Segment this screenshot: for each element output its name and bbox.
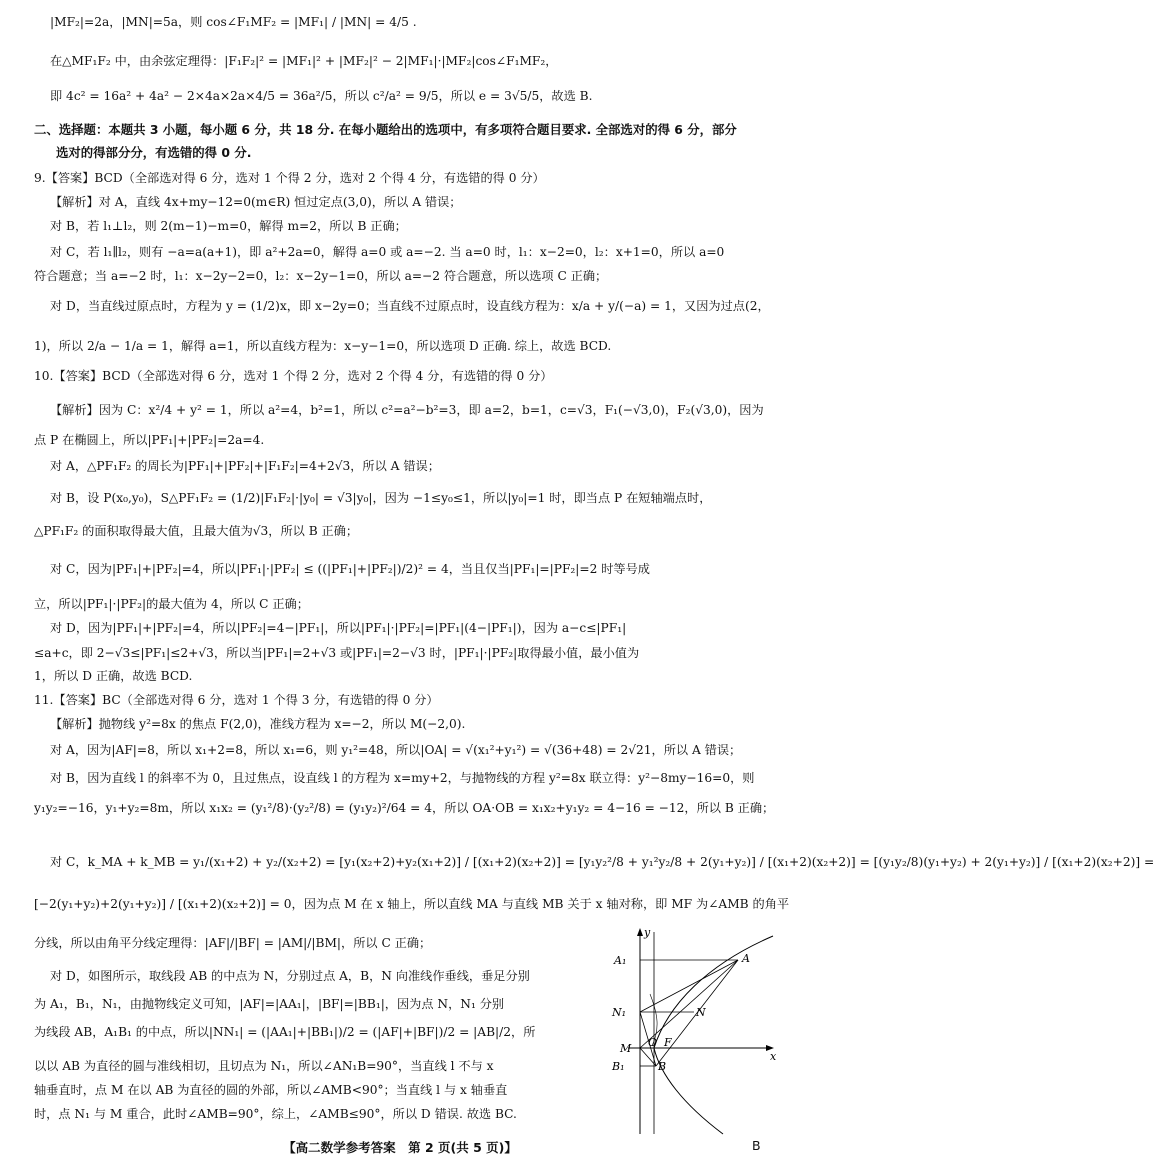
label-a1: A₁ [614, 954, 627, 967]
q11-analysis-c2: [−2(y₁+y₂)+2(y₁+y₂)] / [(x₁+2)(x₂+2)] = 0，因为点 M 在 x 轴上，所以直线 MA 与直线 MB 关于 x 轴对称，即 MF 为∠AMB 的角平 [34, 897, 790, 911]
q11-analysis-b: 对 B，因为直线 l 的斜率不为 0，且过焦点，设直线 l 的方程为 x=my+2，与抛物线的方程 y²=8x 联立得：y²−8my−16=0，则 [50, 771, 755, 785]
q9-analysis-c: 对 C，若 l₁∥l₂，则有 −a=a(a+1)，即 a²+2a=0，解得 a=0 或 a=−2. 当 a=0 时，l₁：x−2=0，l₂：x+1=0，所以 a=0 [50, 245, 725, 259]
q11-analysis-d4: 以以 AB 为直径的圆与准线相切，且切点为 N₁，所以∠AN₁B=90°，当直线 l 不与 x [34, 1059, 494, 1073]
q9-answer: 9.【答案】BCD（全部选对得 6 分，选对 1 个得 2 分，选对 2 个得 4 分，有选错的得 0 分） [34, 171, 545, 185]
label-n1: N₁ [612, 1006, 627, 1019]
label-y: y [644, 926, 651, 939]
label-b1: B₁ [612, 1060, 625, 1073]
q10-analysis-a: 对 A，△PF₁F₂ 的周长为|PF₁|+|PF₂|+|F₁F₂|=4+2√3，所以 A 错误； [50, 459, 440, 473]
q11-analysis-c3: 分线，所以由角平分线定理得：|AF|/|BF| = |AM|/|BM|，所以 C 正确； [34, 936, 432, 950]
label-m: M [620, 1042, 632, 1055]
q10-analysis-d: 对 D，因为|PF₁|+|PF₂|=4，所以|PF₂|=4−|PF₁|，所以|PF₁|·|PF₂|=|PF₁|(4−|PF₁|)，因为 a−c≤|PF₁| [50, 621, 627, 635]
label-b: B [658, 1060, 667, 1073]
q10-analysis-c2: 立，所以|PF₁|·|PF₂|的最大值为 4，所以 C 正确； [34, 597, 309, 611]
label-x: x [770, 1050, 777, 1063]
q10-answer: 10.【答案】BCD（全部选对得 6 分，选对 1 个得 2 分，选对 2 个得 4 分，有选错的得 0 分） [34, 369, 553, 383]
label-f: F [664, 1036, 672, 1049]
q9-analysis-a: 【解析】对 A，直线 4x+my−12=0(m∈R) 恒过定点(3,0)，所以 A 错误； [50, 195, 462, 209]
q11-analysis-d2: 为 A₁，B₁，N₁，由抛物线定义可知，|AF|=|AA₁|，|BF|=|BB₁|，因为点 N，N₁ 分别 [34, 997, 505, 1011]
text-line-1: |MF₂|=2a，|MN|=5a，则 cos∠F₁MF₂ = |MF₁| / |MN| = 4/5 . [50, 15, 417, 29]
y-axis-arrow [637, 928, 643, 936]
q10-analysis-1: 【解析】因为 C：x²/4 + y² = 1，所以 a²=4，b²=1，所以 c²=a²−b²=3，即 a=2，b=1，c=√3，F₁(−√3,0)，F₂(√3,0)，因为 [50, 403, 764, 417]
parabola-figure [598, 924, 788, 1139]
label-o: O [648, 1036, 658, 1049]
q11-analysis-d3: 为线段 AB，A₁B₁ 的中点，所以|NN₁| = (|AA₁|+|BB₁|)/2 = (|AF|+|BF|)/2 = |AB|/2，所 [34, 1025, 536, 1039]
q11-analysis-d6: 时，点 N₁ 与 M 重合，此时∠AMB=90°，综上，∠AMB≤90°，所以 D 错误. 故选 BC. [34, 1107, 517, 1121]
q11-analysis-b2: y₁y₂=−16，y₁+y₂=8m，所以 x₁x₂ = (y₁²/8)·(y₂²/8) = (y₁y₂)²/64 = 4，所以 OA·OB = x₁x₂+y₁y₂ = 4−16 = −12，所以 B 正确； [34, 801, 775, 815]
q11-analysis-1: 【解析】抛物线 y²=8x 的焦点 F(2,0)，准线方程为 x=−2，所以 M(−2,0). [50, 717, 466, 731]
q9-analysis-d2: 1)，所以 2/a − 1/a = 1，解得 a=1，所以直线方程为：x−y−1=0，所以选项 D 正确. 综上，故选 BCD. [34, 339, 612, 353]
text-line-2: 在△MF₁F₂ 中，由余弦定理得：|F₁F₂|² = |MF₁|² + |MF₂|² − 2|MF₁|·|MF₂|cos∠F₁MF₂， [50, 54, 558, 68]
q9-analysis-c2: 符合题意；当 a=−2 时，l₁：x−2y−2=0，l₂：x−2y−1=0，所以 a=−2 符合题意，所以选项 C 正确； [34, 269, 608, 283]
q9-analysis-b: 对 B，若 l₁⊥l₂，则 2(m−1)−m=0，解得 m=2，所以 B 正确； [50, 219, 407, 233]
page-footer: 【高二数学参考答案 第 2 页(共 5 页)】 [283, 1140, 517, 1155]
q11-answer: 11.【答案】BC（全部选对得 6 分，选对 1 个得 3 分，有选错的得 0 分） [34, 693, 439, 707]
q10-analysis-2: 点 P 在椭圆上，所以|PF₁|+|PF₂|=2a=4. [34, 433, 265, 447]
q11-analysis-c: 对 C，k_MA + k_MB = y₁/(x₁+2) + y₂/(x₂+2) = [y₁(x₂+2)+y₂(x₁+2)] / [(x₁+2)(x₂+2)] = [y₁y₂²/8 + y₁²y₂/8 + 2(y₁+y₂)] / [(x₁+2)(x₂+2)] = [(y₁y₂/8)(y₁+y₂) + 2(y₁+y₂)] / [(x₁+2)(x₂+2)] = [50, 855, 1154, 869]
q10-analysis-d2: ≤a+c，即 2−√3≤|PF₁|≤2+√3，所以当|PF₁|=2+√3 或|PF₁|=2−√3 时，|PF₁|·|PF₂|取得最小值，最小值为 [34, 646, 640, 660]
q11-analysis-d5: 轴垂直时，点 M 在以 AB 为直径的圆的外部，所以∠AMB<90°；当直线 l 与 x 轴垂直 [34, 1083, 508, 1097]
section-heading: 二、选择题：本题共 3 小题，每小题 6 分，共 18 分. 在每小题给出的选项中，有多项符合题目要求. 全部选对的得 6 分，部分 [34, 122, 737, 137]
q10-analysis-d3: 1，所以 D 正确，故选 BCD. [34, 669, 193, 683]
q9-analysis-d: 对 D，当直线过原点时，方程为 y = (1/2)x，即 x−2y=0；当直线不过原点时，设直线方程为：x/a + y/(−a) = 1，又因为过点(2， [50, 299, 770, 313]
q10-analysis-c: 对 C，因为|PF₁|+|PF₂|=4，所以|PF₁|·|PF₂| ≤ ((|PF₁|+|PF₂|)/2)² = 4，当且仅当|PF₁|=|PF₂|=2 时等号成 [50, 562, 650, 576]
section-heading-cont: 选对的得部分分，有选错的得 0 分. [56, 145, 252, 160]
label-a: A [742, 952, 750, 965]
label-n: N [696, 1006, 706, 1019]
text-line-3: 即 4c² = 16a² + 4a² − 2×4a×2a×4/5 = 36a²/5，所以 c²/a² = 9/5，所以 e = 3√5/5，故选 B. [50, 89, 593, 103]
q11-analysis-a: 对 A，因为|AF|=8，所以 x₁+2=8，所以 x₁=6，则 y₁²=48，所以|OA| = √(x₁²+y₁²) = √(36+48) = 2√21，所以 A 错误； [50, 743, 742, 757]
version-mark: B [752, 1138, 761, 1153]
q11-analysis-d1: 对 D，如图所示，取线段 AB 的中点为 N，分别过点 A，B，N 向准线作垂线，垂足分别 [50, 969, 530, 983]
q10-analysis-b2: △PF₁F₂ 的面积取得最大值，且最大值为√3，所以 B 正确； [34, 524, 359, 538]
q10-analysis-b: 对 B，设 P(x₀,y₀)，S△PF₁F₂ = (1/2)|F₁F₂|·|y₀| = √3|y₀|，因为 −1≤y₀≤1，所以|y₀|=1 时，即当点 P 在短轴端点时， [50, 491, 712, 505]
